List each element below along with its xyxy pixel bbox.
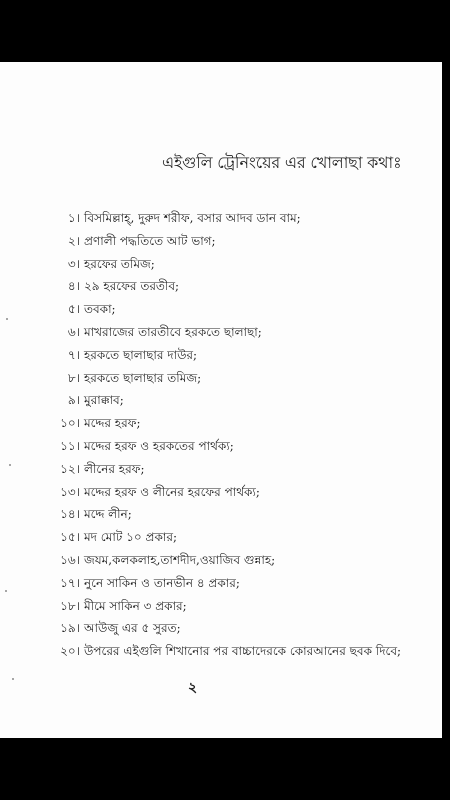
item-text: মদ্দে লীন;	[84, 507, 132, 522]
scan-speck	[6, 318, 8, 320]
item-text: মদ্দের হরফ;	[84, 416, 141, 431]
list-item	[0, 206, 442, 229]
list-item	[0, 274, 442, 297]
item-text: আউজু এর ৫ সুরত;	[84, 621, 181, 636]
list-item	[0, 434, 442, 457]
item-number: ১৫।	[60, 530, 80, 545]
list-item	[0, 525, 442, 548]
item-text: বিসমিল্লাহ্, দুরুদ শরীফ, বসার আদব ডান বাম;	[84, 211, 301, 225]
item-number: ৫।	[67, 302, 80, 317]
list-item	[0, 457, 442, 480]
page-title: এইগুলি ট্রেনিংয়ের এর খোলাছা কথাঃ	[162, 153, 402, 172]
item-number: ১৪।	[60, 507, 80, 522]
item-number: ১২।	[60, 461, 80, 476]
item-number: ২০।	[60, 644, 80, 659]
list-item	[0, 297, 442, 320]
list-item	[0, 502, 442, 525]
item-number: ১৮।	[60, 598, 80, 613]
list-item	[0, 388, 442, 411]
item-text: মুরাক্কাব;	[84, 393, 124, 408]
scan-speck	[9, 464, 11, 466]
list-item	[0, 571, 442, 594]
scan-speck	[12, 678, 14, 680]
item-number: ১৭।	[60, 575, 80, 590]
item-number: ১৩।	[60, 484, 80, 499]
item-text: জযম,কলকলাহ,তাশদীদ,ওয়াজিব গুন্নাহ;	[84, 552, 276, 567]
item-text: মদ্দের হরফ ও লীনের হরফের পার্থক্য;	[84, 484, 260, 499]
list-item	[0, 343, 442, 366]
item-text: মাখরাজের তারতীবে হরকতে ছালাছা;	[84, 324, 262, 339]
list-item	[0, 616, 442, 639]
list-item	[0, 366, 442, 389]
item-number: ১।	[67, 211, 80, 225]
page-number: ২	[188, 680, 198, 696]
item-text: নুনে সাকিন ও তানভীন ৪ প্রকার;	[84, 575, 240, 590]
item-text: মীমে সাকিন ৩ প্রকার;	[84, 598, 187, 613]
list-item	[0, 320, 442, 343]
item-text: হরকতে ছালাছার তমিজ;	[84, 370, 202, 385]
item-number: ১০।	[60, 416, 80, 431]
item-text: মদ মোট ১০ প্রকার;	[84, 530, 178, 545]
item-text: প্রণালী পদ্ধতিতে আট ভাগ;	[84, 233, 216, 248]
item-number: ১১।	[60, 438, 80, 453]
item-number: ২।	[67, 233, 80, 248]
item-number: ৬।	[67, 324, 80, 339]
list-item	[0, 594, 442, 617]
item-text: হরফের তমিজ;	[84, 256, 155, 271]
list-item	[0, 548, 442, 571]
item-number: ৮।	[67, 370, 80, 385]
scan-speck	[5, 590, 7, 592]
item-number: ৭।	[67, 347, 80, 362]
item-number: ৯।	[67, 393, 80, 408]
item-number: ১৯।	[60, 621, 80, 636]
item-number: ৪।	[67, 279, 80, 294]
item-text: তবকা;	[84, 302, 116, 317]
document-page	[0, 62, 442, 738]
item-text: উপরের এইগুলি শিখানোর পর বাচ্চাদেরকে কোরআনের ছবক দিবে;	[84, 644, 402, 659]
item-text: হরকতে ছালাছার দাউর;	[84, 347, 198, 362]
item-text: ২৯ হরফের তরতীব;	[84, 279, 180, 294]
topic-list	[0, 206, 442, 662]
list-item	[0, 252, 442, 275]
list-item	[0, 229, 442, 252]
item-number: ১৬।	[60, 552, 80, 567]
item-text: মদ্দের হরফ ও হরকতের পার্থক্য;	[84, 438, 234, 453]
list-item	[0, 411, 442, 434]
item-text: লীনের হরফ;	[84, 461, 145, 476]
item-number: ৩।	[67, 256, 80, 271]
list-item	[0, 639, 442, 662]
list-item	[0, 480, 442, 503]
